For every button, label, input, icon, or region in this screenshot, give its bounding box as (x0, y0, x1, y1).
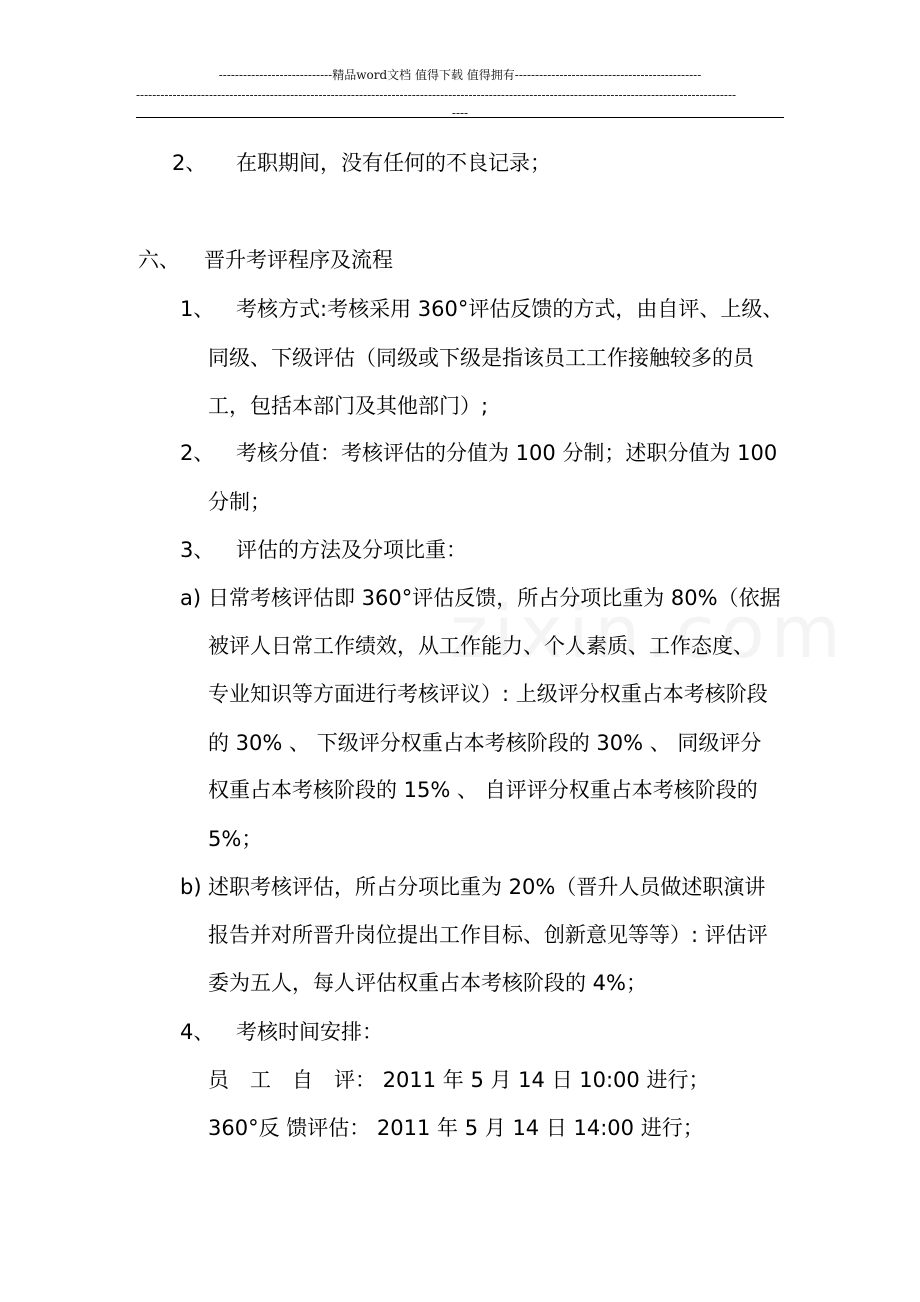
body-line: 同级、下级评估（同级或下级是指该员工工作接触较多的员 (208, 346, 754, 370)
body-line: 委为五人，每人评估权重占本考核阶段的 4%； (208, 971, 647, 995)
item-number: 3、 (180, 538, 215, 562)
body-line: 工，包括本部门及其他部门）; (208, 394, 489, 418)
body-line: 考核时间安排： (236, 1020, 383, 1044)
body-line: 专业知识等方面进行考核评议）: 上级评分权重占本考核阶段 (208, 682, 768, 706)
body-line: 被评人日常工作绩效，从工作能力、个人素质、工作态度、 (208, 634, 754, 658)
header-rule (136, 117, 784, 118)
body-line: 述职考核评估，所占分项比重为 20%（晋升人员做述职演讲 (208, 875, 766, 899)
body-line: 日常考核评估即 360°评估反馈，所占分项比重为 80%（依据 (208, 586, 781, 610)
header-banner: ----------------------------精品word文档 值得下载 值得拥有---------------------------------------------- (218, 68, 702, 82)
item-number: 4、 (180, 1020, 215, 1044)
item-number: 1、 (180, 297, 215, 321)
item-letter: b) (180, 875, 202, 899)
body-line: 分制； (208, 490, 271, 514)
body-line: 5%； (208, 827, 263, 851)
item-number: 2、 (172, 151, 207, 175)
body-line: 的 30% 、 下级评分权重占本考核阶段的 30% 、 同级评分 (208, 731, 762, 755)
section-number: 六、 (138, 248, 180, 272)
page-header (136, 66, 784, 122)
header-dash-tail: ---- (451, 106, 469, 120)
item-letter: a) (180, 586, 202, 610)
header-dash-line: ---------------------------------------------------------------------------------------------------------------------------------------------------- (136, 88, 737, 102)
schedule-line: 员 工 自 评： 2011 年 5 月 14 日 10:00 进行； (208, 1068, 710, 1092)
body-line: 考核分值：考核评估的分值为 100 分制；述职分值为 100 (236, 441, 778, 465)
body-line: 报告并对所晋升岗位提出工作目标、创新意见等等）: 评估评 (208, 923, 768, 947)
section-heading: 晋升考评程序及流程 (204, 248, 393, 272)
body-line: 考核方式:考核采用 360°评估反馈的方式，由自评、上级、 (236, 297, 784, 321)
body-line: 在职期间，没有任何的不良记录； (236, 151, 551, 175)
body-line: 权重占本考核阶段的 15% 、 自评评分权重占本考核阶段的 (208, 778, 758, 802)
schedule-line: 360°反 馈评估： 2011 年 5 月 14 日 14:00 进行； (208, 1116, 704, 1140)
body-line: 评估的方法及分项比重： (236, 538, 467, 562)
item-number: 2、 (180, 441, 215, 465)
